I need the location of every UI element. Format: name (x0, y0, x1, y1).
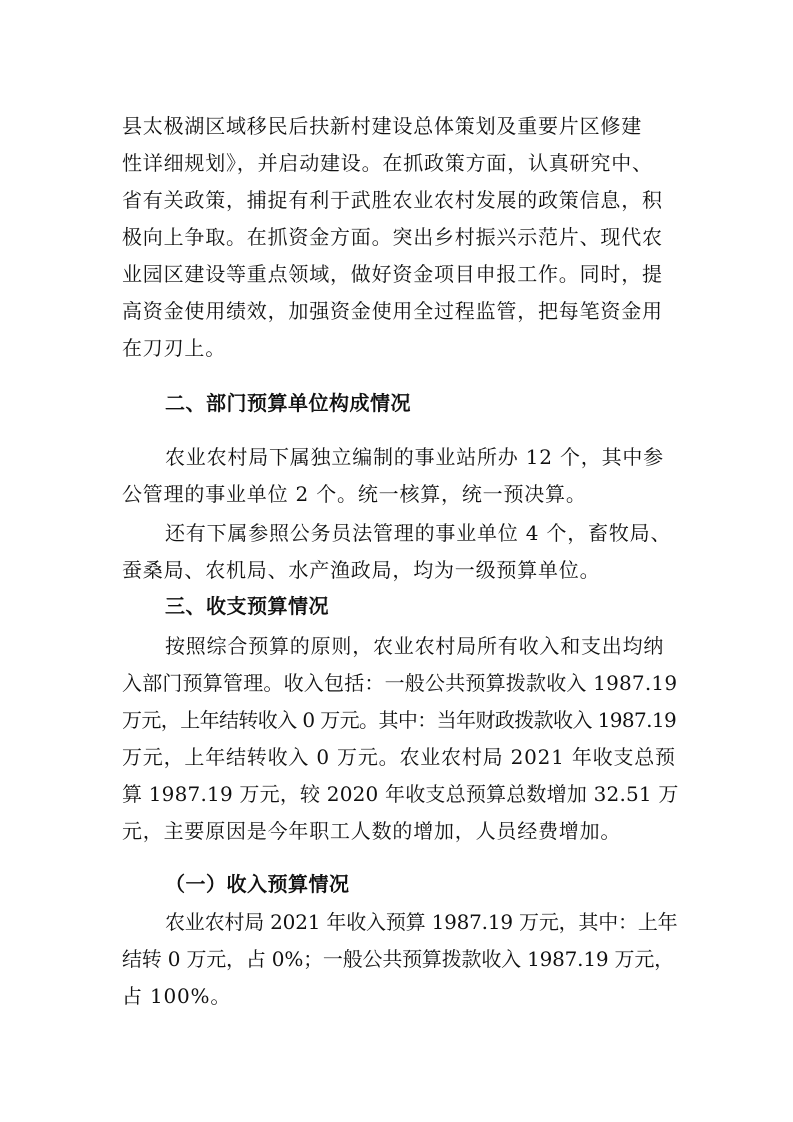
paragraph-line-14: 万元，上年结转收入 0 万元。其中：当年财政拨款收入 1987.19 (122, 708, 677, 732)
paragraph-line-11: 蚕桑局、农机局、水产渔政局，均为一级预算单位。 (122, 558, 601, 582)
paragraph-line-13: 入部门预算管理。收入包括：一般公共预算拨款收入 1987.19 (122, 671, 678, 695)
paragraph-line-4: 极向上争取。在抓资金方面。突出乡村振兴示范片、现代农 (122, 225, 663, 249)
section-heading-2: 二、部门预算单位构成情况 (165, 391, 411, 415)
paragraph-line-19: 结转 0 万元，占 0%；一般公共预算拨款收入 1987.19 万元， (122, 947, 674, 971)
paragraph-line-6: 高资金使用绩效，加强资金使用全过程监管，把每笔资金用 (122, 299, 663, 323)
paragraph-line-12: 按照综合预算的原则，农业农村局所有收入和支出均纳 (165, 634, 665, 658)
paragraph-line-10: 还有下属参照公务员法管理的事业单位 4 个，畜牧局、 (165, 521, 672, 545)
paragraph-line-18: 农业农村局 2021 年收入预算 1987.19 万元，其中：上年 (165, 910, 678, 934)
paragraph-line-7: 在刀刃上。 (122, 336, 226, 360)
paragraph-line-17: 元，主要原因是今年职工人数的增加，人员经费增加。 (122, 819, 622, 843)
paragraph-line-8: 农业农村局下属独立编制的事业站所办 12 个，其中参 (165, 445, 664, 469)
paragraph-line-5: 业园区建设等重点领域，做好资金项目申报工作。同时，提 (122, 262, 663, 286)
paragraph-line-20: 占 100%。 (122, 984, 232, 1008)
paragraph-line-9: 公管理的事业单位 2 个。统一核算，统一预决算。 (122, 482, 587, 506)
paragraph-line-1: 县太极湖区域移民后扶新村建设总体策划及重要片区修建 (122, 114, 642, 138)
section-heading-3: 三、收支预算情况 (165, 594, 329, 618)
paragraph-line-3: 省有关政策，捕捉有利于武胜农业农村发展的政策信息，积 (122, 188, 663, 212)
paragraph-line-15: 万元，上年结转收入 0 万元。农业农村局 2021 年收支总预 (122, 745, 676, 769)
subsection-heading-1: （一）收入预算情况 (165, 872, 350, 896)
paragraph-line-16: 算 1987.19 万元，较 2020 年收支总预算总数增加 32.51 万 (122, 782, 679, 806)
paragraph-line-2: 性详细规划》，并启动建设。在抓政策方面，认真研究中、 (122, 151, 653, 175)
